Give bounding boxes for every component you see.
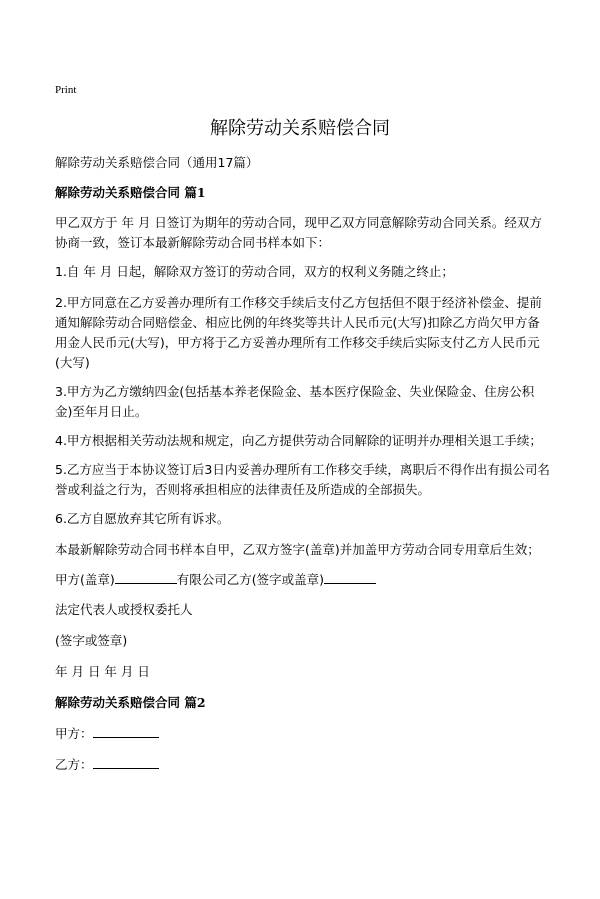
party-b-field [55, 754, 551, 775]
party-a-seal-blank[interactable] [115, 569, 177, 584]
document-subtitle: 解除劳动关系赔偿合同（通用17篇） [55, 155, 259, 170]
document-content [55, 153, 551, 785]
paragraph-item-3: 3.甲方为乙方缴纳四金(包括基本养老保险金、基本医疗保险金、失业保险金、住房公积金)至年月日止。 [55, 384, 535, 419]
paragraph-effective: 本最新解除劳动合同书样本自甲，乙双方签字(盖章)并加盖甲方劳动合同专用章后生效； [55, 542, 540, 557]
party-b-label: 乙方： [55, 757, 93, 772]
signature-line [55, 569, 551, 590]
party-b-sign-blank[interactable] [324, 569, 376, 584]
section-heading-1: 解除劳动关系赔偿合同 篇1 [55, 185, 206, 200]
paragraph-item-5: 5.乙方应当于本协议签订后3日内妥善办理所有工作移交手续，离职后不得作出有损公司名誉或利益之行为，否则将承担相应的法律责任及所造成的全部损失。 [55, 462, 550, 497]
paragraph-item-4: 4.甲方根据相关劳动法规和规定，向乙方提供劳动合同解除的证明并办理相关退工手续； [55, 433, 542, 448]
party-a-field [55, 723, 551, 744]
document-title: 解除劳动关系赔偿合同 [210, 118, 390, 139]
paragraph-item-1: 1.自 年 月 日起，解除双方签订的劳动合同，双方的权利义务随之终止； [55, 264, 454, 279]
party-a-label: 甲方： [55, 726, 93, 741]
sign-note: (签字或签章) [55, 633, 128, 648]
paragraph-item-6: 6.乙方自愿放弃其它所有诉求。 [55, 511, 230, 526]
section-heading-2: 解除劳动关系赔偿合同 篇2 [55, 695, 206, 710]
paragraph-item-2: 2.甲方同意在乙方妥善办理所有工作移交手续后支付乙方包括但不限于经济补偿金、提前通知解除劳动合同赔偿金、相应比例的年终奖等共计人民币元(大写)扣除乙方尚欠甲方备用金人民币元(大写)，甲方将于乙方妥善办理所有工作移交手续后实际支付乙方人民币元(大写) [55, 295, 542, 370]
paragraph-intro: 甲乙双方于 年 月 日签订为期年的劳动合同，现甲乙双方同意解除劳动合同关系。经双方协商一致，签订本最新解除劳动合同书样本如下： [55, 215, 542, 250]
print-label[interactable]: Print [55, 84, 77, 96]
date-line: 年 月 日 年 月 日 [55, 664, 150, 679]
party-b-blank[interactable] [93, 754, 159, 769]
legal-representative: 法定代表人或授权委托人 [55, 602, 193, 617]
party-a-blank[interactable] [93, 723, 159, 738]
party-b-sign-label: 有限公司乙方(签字或盖章) [176, 572, 325, 587]
party-a-seal-label: 甲方(盖章) [55, 572, 115, 587]
